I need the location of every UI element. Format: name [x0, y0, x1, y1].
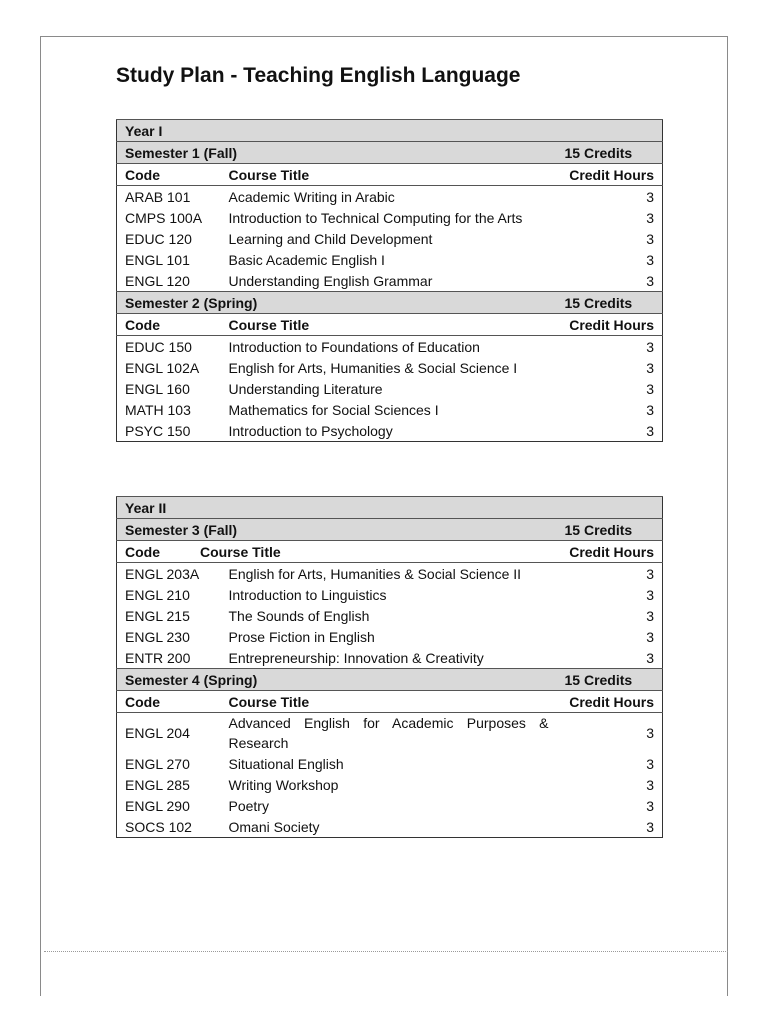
course-title-header: Course Title [200, 543, 281, 560]
course-title: Poetry [228, 797, 269, 814]
table-row [117, 207, 663, 228]
table-row [117, 563, 663, 585]
course-credit-hours: 3 [646, 380, 654, 397]
course-credit-hours: 3 [646, 230, 654, 247]
course-title: Understanding English Grammar [228, 272, 433, 289]
course-credit-hours: 3 [646, 401, 654, 418]
column-header-row [117, 164, 663, 186]
semester-label: Semester 1 (Fall) [117, 142, 557, 164]
course-title: English for Arts, Humanities & Social Science I [228, 359, 518, 376]
code-title-header [117, 541, 557, 563]
table-row [117, 186, 663, 208]
code-header: Code [125, 543, 160, 560]
table-row [117, 795, 663, 816]
year-table-1 [116, 119, 663, 442]
course-code: ENGL 204 [125, 725, 190, 741]
course-title: Basic Academic English I [228, 251, 385, 268]
semester-credits: 15 Credits [557, 669, 663, 691]
semester-header-row [117, 142, 663, 164]
year-table-2 [116, 496, 663, 838]
course-title: Omani Society [228, 818, 320, 835]
table-row [117, 420, 663, 442]
credit-hours-header: Credit Hours [557, 541, 663, 563]
semester-credits: 15 Credits [557, 292, 663, 314]
course-code: ENGL 120 [125, 272, 190, 289]
table-row [117, 647, 663, 669]
year-header-row [117, 120, 663, 142]
course-code: ENGL 290 [125, 797, 190, 814]
course-credit-hours: 3 [646, 797, 654, 814]
course-code: ENGL 102A [125, 359, 200, 376]
course-title: Mathematics for Social Sciences I [228, 401, 439, 418]
course-title-header: Course Title [221, 314, 557, 336]
year-label: Year II [117, 497, 663, 519]
credit-hours-header: Credit Hours [557, 314, 663, 336]
code-header: Code [117, 314, 221, 336]
table-row [117, 249, 663, 270]
course-title: Academic Writing in Arabic [228, 188, 395, 205]
course-title: Introduction to Linguistics [228, 586, 387, 603]
course-credit-hours: 3 [646, 272, 654, 289]
code-header: Code [117, 691, 221, 713]
footer-divider [44, 951, 728, 952]
table-row [117, 753, 663, 774]
column-header-row [117, 314, 663, 336]
course-title: Entrepreneurship: Innovation & Creativity [228, 649, 484, 666]
semester-credits: 15 Credits [557, 142, 663, 164]
course-code: ENGL 210 [125, 586, 190, 603]
course-title: Introduction to Psychology [228, 422, 393, 439]
course-credit-hours: 3 [646, 628, 654, 645]
course-title: Introduction to Foundations of Education [228, 338, 480, 355]
course-credit-hours: 3 [646, 607, 654, 624]
course-credit-hours: 3 [646, 422, 654, 439]
course-code: EDUC 120 [125, 230, 192, 247]
year-label: Year I [117, 120, 663, 142]
course-title: Prose Fiction in English [228, 628, 375, 645]
course-code: MATH 103 [125, 401, 191, 418]
page-title: Study Plan - Teaching English Language [116, 64, 521, 87]
course-code: PSYC 150 [125, 422, 191, 439]
course-credit-hours: 3 [646, 649, 654, 666]
course-code: ENGL 230 [125, 628, 190, 645]
course-credit-hours: 3 [646, 338, 654, 355]
semester-header-row [117, 519, 663, 541]
course-credit-hours: 3 [646, 586, 654, 603]
course-code: ARAB 101 [125, 188, 191, 205]
table-row [117, 399, 663, 420]
table-row [117, 774, 663, 795]
course-credit-hours: 3 [646, 251, 654, 268]
course-title: Situational English [228, 755, 344, 772]
year-header-row [117, 497, 663, 519]
table-row [117, 713, 663, 754]
table-row [117, 605, 663, 626]
course-title: The Sounds of English [228, 607, 370, 624]
course-code: ENGL 215 [125, 607, 190, 624]
course-code: CMPS 100A [125, 209, 203, 226]
course-title: Learning and Child Development [228, 230, 433, 247]
course-credit-hours: 3 [646, 818, 654, 835]
table-row [117, 626, 663, 647]
course-title-header: Course Title [221, 164, 557, 186]
semester-label: Semester 3 (Fall) [117, 519, 557, 541]
course-title: Writing Workshop [228, 776, 339, 793]
course-credit-hours: 3 [646, 188, 654, 205]
course-code: ENGL 285 [125, 776, 190, 793]
semester-label: Semester 4 (Spring) [117, 669, 557, 691]
course-title: Advanced English for Academic Purposes & Research [228, 715, 549, 751]
table-row [117, 816, 663, 838]
semester-header-row [117, 669, 663, 691]
course-credit-hours: 3 [646, 776, 654, 793]
table-row [117, 270, 663, 292]
course-code: SOCS 102 [125, 818, 192, 835]
course-code: ENGL 101 [125, 251, 190, 268]
course-credit-hours: 3 [646, 565, 654, 582]
course-code: ENGL 160 [125, 380, 190, 397]
course-code: ENGL 270 [125, 755, 190, 772]
semester-credits: 15 Credits [557, 519, 663, 541]
course-credit-hours: 3 [646, 725, 654, 741]
credit-hours-header: Credit Hours [557, 164, 663, 186]
course-credit-hours: 3 [646, 209, 654, 226]
course-credit-hours: 3 [646, 755, 654, 772]
course-title: Introduction to Technical Computing for the Arts [228, 209, 523, 226]
column-header-row [117, 691, 663, 713]
course-title-header: Course Title [221, 691, 557, 713]
table-row [117, 378, 663, 399]
course-credit-hours: 3 [646, 359, 654, 376]
credit-hours-header: Credit Hours [557, 691, 663, 713]
table-row [117, 584, 663, 605]
table-row [117, 357, 663, 378]
semester-header-row [117, 292, 663, 314]
course-title: English for Arts, Humanities & Social Science II [228, 565, 522, 582]
semester-label: Semester 2 (Spring) [117, 292, 557, 314]
course-code: EDUC 150 [125, 338, 192, 355]
table-row [117, 228, 663, 249]
course-code: ENTR 200 [125, 649, 191, 666]
course-code: ENGL 203A [125, 565, 200, 582]
column-header-row [117, 541, 663, 563]
course-title: Understanding Literature [228, 380, 383, 397]
table-row [117, 336, 663, 358]
code-header: Code [117, 164, 221, 186]
